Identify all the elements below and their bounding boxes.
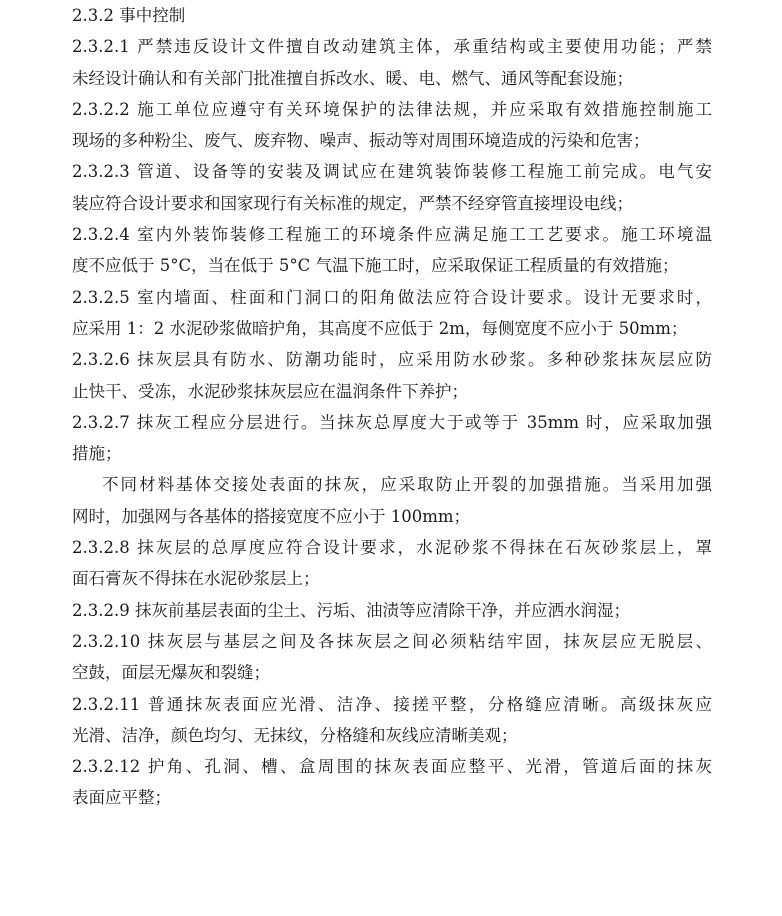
paragraph-line: 面石膏灰不得抹在水泥砂浆层上； [72, 569, 320, 589]
document-page [72, 0, 712, 814]
paragraph-line: 应采用 1：2 水泥砂浆做暗护角，其高度不应低于 2m，每侧宽度不应小于 50mm； [72, 318, 688, 338]
paragraph-line: 2.3.2.2 施工单位应遵守有关环境保护的法律法规，并应采取有效措施控制施工 [72, 99, 712, 119]
paragraph-line: 网时，加强网与各基体的搭接宽度不应小于 100mm； [72, 506, 471, 526]
paragraph-line: 2.3.2.5 室内墙面、柱面和门洞口的阳角做法应符合设计要求。设计无要求时， [72, 287, 712, 307]
paragraph-line: 2.3.2.10 抹灰层与基层之间及各抹灰层之间必须粘结牢固，抹灰层应无脱层、 [72, 631, 712, 651]
paragraph-line: 光滑、洁净，颜色均匀、无抹纹，分格缝和灰线应清晰美观； [72, 725, 518, 745]
paragraph-line: 2.3.2.8 抹灰层的总厚度应符合设计要求，水泥砂浆不得抹在石灰砂浆层上，罩 [72, 538, 712, 558]
paragraph-line: 2.3.2.1 严禁违反设计文件擅自改动建筑主体，承重结构或主要使用功能；严禁 [72, 37, 712, 57]
paragraph-line: 措施； [72, 444, 122, 464]
document-body [72, 31, 712, 813]
section-heading: 2.3.2 事中控制 [72, 6, 186, 25]
paragraph-line: 2.3.2.4 室内外装饰装修工程施工的环境条件应满足施工工艺要求。施工环境温 [72, 225, 712, 245]
paragraph-line: 不同材料基体交接处表面的抹灰，应采取防止开裂的加强措施。当采用加强 [102, 475, 712, 495]
paragraph-line: 2.3.2.7 抹灰工程应分层进行。当抹灰总厚度大于或等于 35mm 时，应采取加强 [72, 412, 712, 432]
paragraph-line: 表面应平整； [72, 788, 171, 808]
paragraph-line: 止快干、受冻，水泥砂浆抹灰层应在温润条件下养护； [72, 381, 468, 401]
paragraph-line: 空鼓，面层无爆灰和裂缝； [72, 663, 270, 683]
paragraph-line: 装应符合设计要求和国家现行有关标准的规定，严禁不经穿管直接埋设电线； [72, 193, 633, 213]
paragraph-line: 2.3.2.3 管道、设备等的安装及调试应在建筑装饰装修工程施工前完成。电气安 [72, 162, 712, 182]
paragraph-line: 2.3.2.12 护角、孔洞、槽、盒周围的抹灰表面应整平、光滑，管道后面的抹灰 [72, 757, 712, 777]
paragraph-line: 未经设计确认和有关部门批准擅自拆改水、暖、电、燃气、通风等配套设施； [72, 68, 633, 88]
paragraph-line: 2.3.2.9 抹灰前基层表面的尘土、污垢、油渍等应清除干净，并应洒水润湿； [72, 600, 630, 620]
paragraph-line: 2.3.2.11 普通抹灰表面应光滑、洁净、接搓平整，分格缝应清晰。高级抹灰应 [72, 694, 712, 714]
paragraph-line: 度不应低于 5°C，当在低于 5°C 气温下施工时，应采取保证工程质量的有效措施； [72, 256, 679, 276]
paragraph-line: 现场的多种粉尘、废气、废弃物、噪声、振动等对周围环境造成的污染和危害； [72, 131, 650, 151]
paragraph-line: 2.3.2.6 抹灰层具有防水、防潮功能时，应采用防水砂浆。多种砂浆抹灰层应防 [72, 350, 712, 370]
